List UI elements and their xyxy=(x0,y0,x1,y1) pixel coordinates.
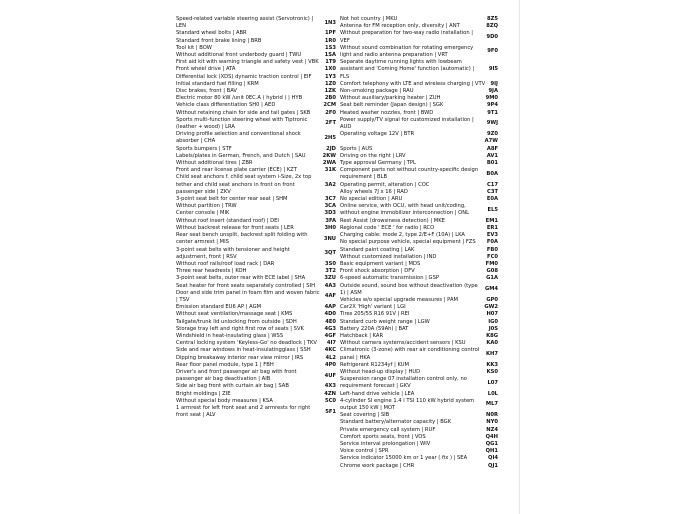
equipment-row xyxy=(340,268,498,275)
equipment-row xyxy=(340,30,498,44)
equipment-code: 1ZK xyxy=(324,88,336,95)
equipment-row xyxy=(340,247,498,254)
equipment-description: Without preparation for two-way radio installation | VEF xyxy=(340,30,474,44)
equipment-row xyxy=(176,167,336,174)
equipment-description: Without additional front underbody guard | TWU xyxy=(176,52,302,59)
equipment-row xyxy=(176,74,336,81)
equipment-description: Without additional tires | ZBR xyxy=(176,160,253,167)
equipment-description: Charging cable: mode 2, type 2/E+F (10A) | LKA xyxy=(340,232,465,239)
equipment-code: FC0 xyxy=(487,253,498,260)
equipment-row xyxy=(176,319,336,326)
equipment-code: 2CM xyxy=(323,102,336,109)
equipment-row xyxy=(176,283,336,290)
equipment-description: Side air bag front with curtain air bag | SAB xyxy=(176,383,289,390)
equipment-description: Type approval Germany | TPL xyxy=(340,160,416,167)
equipment-description: Side and rear windows in heat-insulatingglass | SSH xyxy=(176,347,311,354)
equipment-row xyxy=(176,88,336,95)
equipment-row xyxy=(340,203,498,217)
equipment-code: 1T9 xyxy=(325,59,336,66)
equipment-code: 4ZN xyxy=(324,390,336,397)
equipment-row xyxy=(340,463,498,470)
equipment-description: Three rear headrests | KOH xyxy=(176,268,247,275)
equipment-code: B01 xyxy=(486,160,498,167)
equipment-row xyxy=(340,59,498,81)
equipment-code: 1X0 xyxy=(324,66,336,73)
equipment-code: C3T xyxy=(487,188,498,195)
equipment-description: Differential lock (XDS) dynamic traction control | EIF xyxy=(176,73,312,80)
equipment-description: Seat belt reminder (Japan design) | SGK xyxy=(340,102,444,109)
equipment-code: 9T1 xyxy=(487,109,498,116)
equipment-code: ER1 xyxy=(486,224,498,231)
equipment-row xyxy=(340,254,498,261)
equipment-row xyxy=(340,81,498,88)
equipment-code: EM1 xyxy=(485,217,498,224)
equipment-row xyxy=(176,196,336,203)
equipment-row xyxy=(176,66,336,73)
equipment-row xyxy=(176,333,336,340)
equipment-row xyxy=(176,16,336,30)
equipment-code: 2B0 xyxy=(324,95,336,102)
equipment-row xyxy=(176,203,336,210)
equipment-row xyxy=(176,160,336,167)
equipment-description: Operating voltage 12V | BTR xyxy=(340,131,415,138)
equipment-code: 9D0 xyxy=(486,34,498,40)
equipment-row xyxy=(340,311,498,318)
equipment-row xyxy=(176,362,336,369)
equipment-row xyxy=(176,355,336,362)
equipment-description: Without head-up display | HUD xyxy=(340,368,421,375)
equipment-row xyxy=(340,146,498,153)
equipment-code: 9P4 xyxy=(486,102,498,109)
equipment-description: Service interval prolongation | WIV xyxy=(340,440,431,447)
equipment-description: Voice control | SPR xyxy=(340,448,389,455)
equipment-row xyxy=(176,218,336,225)
equipment-code: 4AF xyxy=(324,293,336,300)
equipment-code: AV1 xyxy=(486,152,498,159)
equipment-code: 1Z0 xyxy=(325,80,336,87)
equipment-code: 9I5 xyxy=(488,66,498,73)
equipment-description: Center console | MIK xyxy=(176,210,230,217)
equipment-row xyxy=(176,174,336,196)
equipment-code: GW2 xyxy=(484,304,498,311)
equipment-code: 3QT xyxy=(324,250,336,257)
equipment-description: No special edition | ARU xyxy=(340,196,403,203)
equipment-description: Disc brakes, front | BAV xyxy=(176,88,237,95)
equipment-row xyxy=(340,182,498,189)
equipment-code: 1R0 xyxy=(324,37,336,44)
equipment-code: KA0 xyxy=(486,340,498,347)
equipment-description: Speed-related variable steering assist (Servotronic) | LEN xyxy=(176,16,314,30)
equipment-row xyxy=(176,275,336,282)
equipment-code: 3D3 xyxy=(324,210,336,217)
equipment-row xyxy=(176,304,336,311)
equipment-row xyxy=(176,52,336,59)
equipment-row xyxy=(340,117,498,131)
equipment-code: 2H5 xyxy=(324,134,336,141)
equipment-row xyxy=(176,117,336,131)
equipment-description: Battery 220A (59Ah) | BAT xyxy=(340,325,409,332)
equipment-row xyxy=(176,30,336,37)
equipment-row xyxy=(176,210,336,217)
equipment-code: 4P0 xyxy=(324,361,336,368)
equipment-description: Without customized installation | IND xyxy=(340,253,437,260)
equipment-description: Without retaining chain for side and tail gates | SKB xyxy=(176,109,311,116)
equipment-code: KH7 xyxy=(486,350,498,357)
equipment-code: 4I7 xyxy=(326,340,336,347)
equipment-row xyxy=(340,391,498,398)
equipment-row xyxy=(176,146,336,153)
equipment-row xyxy=(176,398,336,405)
equipment-code: 3FA xyxy=(325,217,336,224)
equipment-row xyxy=(176,369,336,383)
equipment-list-right xyxy=(340,16,498,470)
equipment-description: Driving on the right | LRV xyxy=(340,152,406,159)
page-edge-divider xyxy=(519,0,520,514)
equipment-description: Front shock absorption | DFV xyxy=(340,268,415,275)
equipment-code: K8G xyxy=(486,332,498,339)
equipment-row xyxy=(340,225,498,232)
equipment-code: Q4H xyxy=(485,433,498,440)
equipment-code: 3C7 xyxy=(324,196,336,203)
equipment-row xyxy=(340,362,498,369)
equipment-code: 8Z5 xyxy=(487,16,498,22)
equipment-row xyxy=(340,419,498,426)
equipment-code: 3ZU xyxy=(324,275,336,282)
equipment-code: QG1 xyxy=(485,440,498,447)
equipment-code: QJ1 xyxy=(488,462,498,469)
equipment-code: 9M0 xyxy=(485,95,498,102)
equipment-description: Without backrest release for front seats | LER xyxy=(176,224,294,231)
equipment-row xyxy=(340,455,498,462)
equipment-row xyxy=(340,160,498,167)
equipment-description: Standard curb weight range | LGW xyxy=(340,318,430,325)
equipment-row xyxy=(176,38,336,45)
equipment-description: 6-speed automatic transmission | GSP xyxy=(340,275,440,282)
equipment-code: A8F xyxy=(486,145,498,152)
equipment-row xyxy=(340,319,498,326)
equipment-code: 1PF xyxy=(325,30,336,37)
equipment-code: 4GF xyxy=(324,332,336,339)
equipment-row xyxy=(340,376,498,390)
equipment-row xyxy=(340,138,498,145)
equipment-row xyxy=(176,326,336,333)
equipment-description: Tailgate/trunk lid unlocking from outside | SDH xyxy=(176,318,297,325)
equipment-code: 2JD xyxy=(326,145,336,152)
equipment-description: Car2X 'High' variant | LGI xyxy=(340,304,406,311)
equipment-description: Comfort sports seats, front | VOS xyxy=(340,433,426,440)
equipment-row xyxy=(340,196,498,203)
equipment-description: Suspension range 07 installation control only, no requirement forecast | GKV xyxy=(340,376,467,390)
equipment-code: E0A xyxy=(486,196,498,203)
equipment-row xyxy=(176,131,336,145)
equipment-code: 2F0 xyxy=(325,109,336,116)
equipment-description: 1 armrest for left front seat and 2 armrests for right front seat | ALV xyxy=(176,404,311,419)
equipment-code: 3NU xyxy=(323,235,336,242)
equipment-description: Standard battery/alternator capacity | BGK xyxy=(340,419,452,426)
equipment-code: L07 xyxy=(487,379,498,386)
equipment-description: Without auxiliary/parking heater | ZUH xyxy=(340,95,441,102)
equipment-row xyxy=(340,275,498,282)
equipment-code: ML7 xyxy=(485,401,498,408)
equipment-code: 3CA xyxy=(324,203,336,210)
equipment-code: C17 xyxy=(486,181,498,188)
equipment-code: 4E0 xyxy=(325,318,336,325)
equipment-row xyxy=(340,261,498,268)
equipment-row xyxy=(340,412,498,419)
equipment-description: Sports bumpers | STF xyxy=(176,145,232,152)
equipment-description: Bright moldings | ZIE xyxy=(176,390,231,397)
equipment-row xyxy=(340,95,498,102)
equipment-list-left xyxy=(176,16,336,419)
equipment-code: 4X3 xyxy=(324,383,336,390)
equipment-row xyxy=(340,88,498,95)
equipment-code: GP0 xyxy=(486,296,498,303)
equipment-description: Vehicles w/o special upgrade measures | PAM xyxy=(340,296,458,303)
equipment-code: 4D0 xyxy=(324,311,336,318)
equipment-code: 9IJ xyxy=(490,80,498,87)
equipment-description: Operating permit, alteration | COC xyxy=(340,181,430,188)
equipment-description: Standard paint coating | LAK xyxy=(340,246,415,253)
equipment-row xyxy=(176,81,336,88)
equipment-description: Seat covering | SIB xyxy=(340,412,390,419)
equipment-description: Not hot country | MKU xyxy=(340,16,398,22)
equipment-row xyxy=(176,102,336,109)
equipment-code: A7W xyxy=(484,138,498,145)
equipment-description: Storage tray left and right first row of seats | SVK xyxy=(176,325,304,332)
equipment-row xyxy=(340,45,498,59)
equipment-code: 4KC xyxy=(324,347,336,354)
equipment-code: F0A xyxy=(486,239,498,246)
equipment-description: Central locking system 'Keyless-Go' no deadlock | TKV xyxy=(176,340,317,347)
equipment-code: 5F1 xyxy=(325,408,336,415)
equipment-description: Dipping breakaway interior rear view mirror | IRS xyxy=(176,354,304,361)
equipment-row xyxy=(340,218,498,225)
equipment-row xyxy=(176,247,336,261)
equipment-description: Climatronic (3-zone) with rear air conditioning control panel | HKA xyxy=(340,347,480,361)
equipment-row xyxy=(176,347,336,354)
equipment-row xyxy=(176,261,336,268)
equipment-code: 9JA xyxy=(488,88,498,95)
equipment-row xyxy=(340,239,498,246)
equipment-code: NZ4 xyxy=(486,426,498,433)
equipment-description: Regional code ' ECE ' for radio | RCO xyxy=(340,224,435,231)
equipment-code: 9WJ xyxy=(486,120,498,127)
equipment-description: Power supply/TV signal for customized installation | AUD xyxy=(340,116,474,131)
equipment-code: QI4 xyxy=(488,455,498,462)
equipment-code: 4A3 xyxy=(324,282,336,289)
equipment-description: Without camera systems/accident sensors | KSU xyxy=(340,340,466,347)
equipment-row xyxy=(340,448,498,455)
equipment-description: 3-point seat belt for center rear seat | SHM xyxy=(176,196,288,203)
equipment-code: 31K xyxy=(324,167,336,174)
equipment-description: Child seat anchors f. child seat system i-Size, 2x top tether and child seat anchors in front on front passenger side | ZKV xyxy=(176,174,312,195)
equipment-row xyxy=(340,398,498,412)
equipment-row xyxy=(176,59,336,66)
equipment-description: Vehicle class differentiation SH0 | AED xyxy=(176,102,276,109)
equipment-description: Comfort telephony with LTE and wireless charging | VTV xyxy=(340,80,486,87)
equipment-description: Labels/plates in German, French, and Dutch | SAU xyxy=(176,152,306,159)
equipment-row xyxy=(340,347,498,361)
equipment-description: Rest Assist (drowsiness detection) | MKE xyxy=(340,217,445,224)
equipment-description: Service indicator 15000 km or 1 year ( fix ) | SEA xyxy=(340,455,468,462)
equipment-description: Standard wheel bolts | ABR xyxy=(176,30,247,37)
equipment-code: 1S3 xyxy=(325,44,336,51)
equipment-description: Refrigerant R1234yf | KUM xyxy=(340,361,410,368)
equipment-row xyxy=(340,16,498,23)
equipment-row xyxy=(340,102,498,109)
equipment-row xyxy=(340,340,498,347)
equipment-description: Rear seat bench unsplit, backrest split folding with center armrest | MIS xyxy=(176,232,308,246)
equipment-code: 9Z0 xyxy=(487,131,498,138)
equipment-row xyxy=(340,434,498,441)
equipment-description: Initial standard fuel filling | KRM xyxy=(176,80,259,87)
equipment-row xyxy=(176,340,336,347)
equipment-row xyxy=(340,333,498,340)
equipment-description: Driver's and front passenger air bag with front passenger air bag deactivation | AIB xyxy=(176,368,297,383)
equipment-description: Sports | AUS xyxy=(340,145,373,152)
equipment-description: Chrome work package | CHR xyxy=(340,462,415,469)
equipment-description: Front wheel drive | ATA xyxy=(176,66,236,73)
equipment-row xyxy=(340,153,498,160)
equipment-description: Electric motor 80 kW /unit 0EC.A ( hybrid ) | HYB xyxy=(176,95,303,102)
equipment-code: 1SA xyxy=(324,52,336,59)
equipment-description: First aid kit with warning triangle and safety vest | VBK xyxy=(176,59,319,66)
equipment-description: Left-hand drive vehicle | LEA xyxy=(340,390,415,397)
equipment-description: Windshield in heat-insulating glass | WSS xyxy=(176,332,284,339)
equipment-description: Private emergency call system | RUF xyxy=(340,426,436,433)
equipment-code: G08 xyxy=(486,268,498,275)
equipment-row xyxy=(340,283,498,297)
equipment-description: Tool kit | BOW xyxy=(176,44,212,51)
equipment-description: Emission standard EU6 AP | AGM xyxy=(176,304,262,311)
equipment-code: EV3 xyxy=(486,232,498,239)
equipment-description: No special purpose vehicle, special equipment | FZS xyxy=(340,239,476,246)
equipment-row xyxy=(176,290,336,304)
equipment-description: Online service, with OCU, with head unit/coding, without engine immobilizer interconnection | ONL xyxy=(340,203,469,217)
equipment-description: Seat heater for front seats separately controlled | SIH xyxy=(176,282,315,289)
equipment-description: Separate daytime running lights with lowbeam assistant and 'Coming Home' function (automatic) | FLS xyxy=(340,59,475,80)
equipment-code: KK3 xyxy=(486,361,498,368)
equipment-description: Standard front brake lining | BRB xyxy=(176,37,262,44)
equipment-code: G1A xyxy=(486,275,498,282)
equipment-code: NY0 xyxy=(486,419,498,426)
equipment-row xyxy=(340,131,498,138)
equipment-description: Front and rear license plate carrier (ECE) | KZT xyxy=(176,167,297,174)
equipment-row xyxy=(340,369,498,376)
equipment-description: Basic equipment variant | MDS xyxy=(340,260,421,267)
equipment-description: Without roof rails/roof load rack | DAR xyxy=(176,260,275,267)
equipment-code: H07 xyxy=(486,311,498,318)
equipment-description: Without seat ventilation/massage seat | KMS xyxy=(176,311,293,318)
equipment-code: 4G3 xyxy=(324,325,336,332)
equipment-code: 4L2 xyxy=(325,354,336,361)
equipment-description: Component parts not without country-specific design requirement | BLB xyxy=(340,167,479,181)
equipment-row xyxy=(176,405,336,419)
equipment-row xyxy=(176,225,336,232)
equipment-description: Driving profile selection and conventional shock absorber | CHA xyxy=(176,131,301,145)
equipment-code: 2KW xyxy=(322,152,336,159)
equipment-description: Hatchback | KAR xyxy=(340,332,384,339)
equipment-row xyxy=(176,311,336,318)
equipment-description: Heated washer nozzles, front | BWD xyxy=(340,109,434,116)
equipment-description: Without special body measures | KSA xyxy=(176,397,273,404)
equipment-row xyxy=(340,189,498,196)
equipment-code: GM4 xyxy=(484,286,498,293)
equipment-code: 2FT xyxy=(325,120,336,127)
equipment-row xyxy=(176,391,336,398)
equipment-row xyxy=(176,153,336,160)
equipment-code: 3H0 xyxy=(324,224,336,231)
equipment-code: IG0 xyxy=(488,318,498,325)
equipment-description: Tires 205/55 R16 91V | REI xyxy=(340,311,410,318)
equipment-row xyxy=(176,110,336,117)
equipment-code: B0A xyxy=(486,170,498,177)
equipment-description: Rear floor panel module, type 1 | FBH xyxy=(176,361,274,368)
equipment-code: 3S0 xyxy=(325,260,336,267)
equipment-row xyxy=(176,95,336,102)
equipment-code: 8ZQ xyxy=(486,23,498,30)
equipment-row xyxy=(340,427,498,434)
equipment-code: QH1 xyxy=(485,448,498,455)
equipment-code: 1N3 xyxy=(324,19,336,26)
equipment-code: 3T2 xyxy=(325,268,336,275)
equipment-description: Without partition | TRW xyxy=(176,203,237,210)
equipment-row xyxy=(340,167,498,181)
equipment-code: EL5 xyxy=(487,206,498,213)
equipment-code: 2WA xyxy=(322,160,336,167)
equipment-row xyxy=(176,232,336,246)
equipment-code: 9F0 xyxy=(487,48,498,55)
equipment-row xyxy=(176,45,336,52)
equipment-code: 4UF xyxy=(324,372,336,379)
equipment-description: 4-cylinder SI engine 1.4 l TSI 110 kW hybrid system output 150 kW | MOT xyxy=(340,397,475,411)
equipment-row xyxy=(340,110,498,117)
equipment-code: 4AP xyxy=(324,304,336,311)
equipment-row xyxy=(340,23,498,30)
equipment-row xyxy=(340,232,498,239)
equipment-code: J0S xyxy=(488,325,498,332)
equipment-row xyxy=(340,304,498,311)
equipment-description: Sports multi-function steering wheel with Tiptronic (leather + wood) | LRA xyxy=(176,116,308,131)
equipment-row xyxy=(176,383,336,390)
equipment-description: Door and side trim panel in foam film and woven fabric | TSV xyxy=(176,289,320,303)
equipment-description: Outside sound, sound box without deactivation (type 1) | ASM xyxy=(340,282,478,296)
equipment-code: N0R xyxy=(486,412,498,419)
equipment-code: 5C0 xyxy=(324,397,336,404)
equipment-row xyxy=(340,297,498,304)
equipment-code: L0L xyxy=(487,390,498,397)
equipment-code: FB0 xyxy=(486,246,498,253)
equipment-code: FM0 xyxy=(485,260,498,267)
equipment-description: Non-smoking package | RAU xyxy=(340,88,414,95)
equipment-description: Alloy wheels 7J x 16 | RAD xyxy=(340,188,408,195)
equipment-description: Without roof insert (standard roof) | DEI xyxy=(176,217,279,224)
equipment-row xyxy=(340,326,498,333)
equipment-description: Antenna for FM reception only, diversity | ANT xyxy=(340,23,460,30)
equipment-row xyxy=(340,441,498,448)
equipment-description: Without sound combination for rotating emergency light and radio antenna preparation | VRT xyxy=(340,44,474,59)
equipment-description: 3-point seat belts, outer rear with ECE label | SHA xyxy=(176,275,306,282)
equipment-code: 3A2 xyxy=(324,181,336,188)
equipment-code: 1Y3 xyxy=(325,73,336,80)
equipment-row xyxy=(176,268,336,275)
equipment-code: KS0 xyxy=(486,368,498,375)
equipment-description: 3-point seat belts with tensioner and height adjustment, front | RSV xyxy=(176,246,290,260)
